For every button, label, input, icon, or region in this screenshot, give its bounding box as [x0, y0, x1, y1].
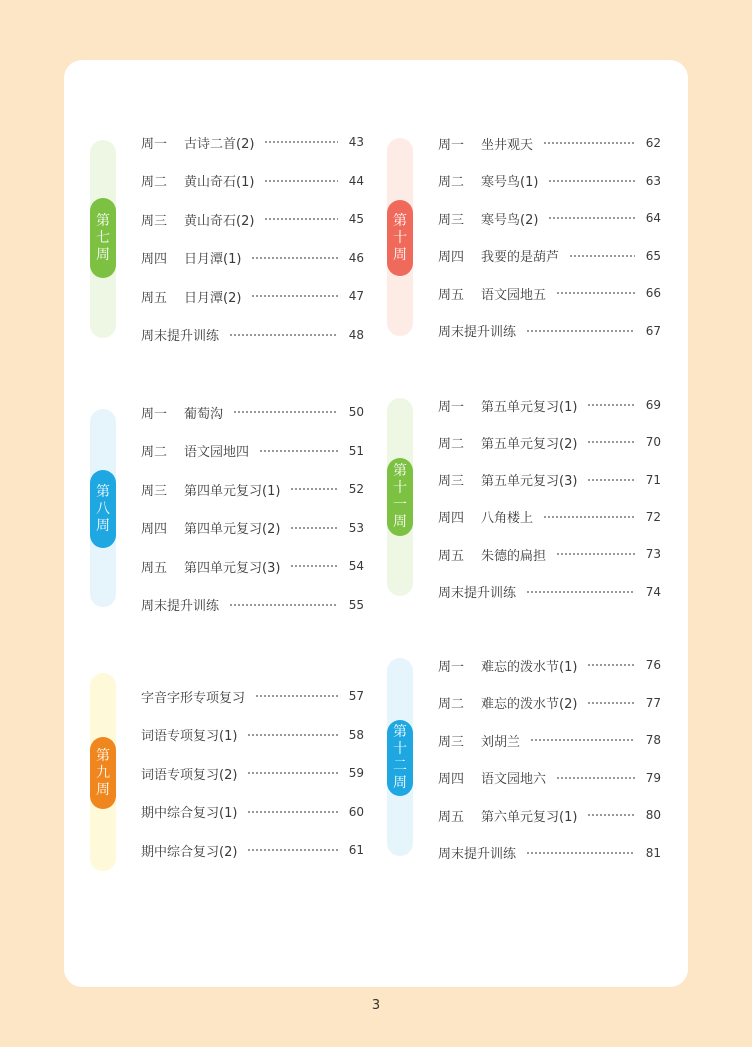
entry-title: 日月潭(1)	[184, 252, 242, 267]
week-label-char: 七	[96, 229, 110, 246]
dot-leader	[543, 516, 635, 518]
entry-title: 周末提升训练	[141, 599, 220, 614]
entry-title: 古诗二首(2)	[184, 136, 255, 152]
toc-entry[interactable]	[141, 518, 364, 538]
entry-page-number: 58	[348, 727, 364, 742]
toc-entry[interactable]	[438, 470, 661, 490]
entry-page-number: 51	[348, 443, 364, 458]
dot-leader	[264, 218, 338, 220]
toc-entry[interactable]	[141, 479, 364, 499]
week-label-char: 第	[393, 212, 407, 229]
dot-leader	[548, 180, 635, 182]
entry-title: 黄山奇石(2)	[184, 213, 255, 229]
dot-leader	[526, 591, 635, 593]
toc-entry[interactable]	[438, 208, 661, 228]
toc-entry[interactable]	[438, 805, 661, 825]
dot-leader	[255, 695, 338, 697]
entry-day: 周四	[141, 252, 168, 267]
dot-leader	[233, 411, 338, 413]
entry-title: 八角楼上	[481, 511, 534, 527]
entry-page-number: 48	[348, 327, 364, 342]
week-label-char: 第	[96, 747, 110, 764]
entry-title: 第六单元复习(1)	[481, 809, 578, 825]
dot-leader	[587, 664, 635, 666]
week-label-char: 第	[393, 463, 407, 479]
entry-day: 周五	[438, 548, 465, 564]
dot-leader	[526, 852, 635, 854]
entry-page-number: 77	[645, 695, 661, 710]
week-label-badge	[90, 470, 116, 548]
toc-entry[interactable]	[141, 132, 364, 152]
entry-page-number: 60	[348, 804, 364, 819]
dot-leader	[247, 811, 338, 813]
entry-day: 周二	[141, 445, 168, 460]
toc-entry[interactable]	[438, 730, 661, 750]
entry-day: 周三	[438, 734, 465, 750]
toc-entry[interactable]	[141, 686, 364, 706]
toc-entry[interactable]	[141, 402, 364, 422]
week-label-char: 十	[393, 480, 407, 496]
entry-page-number: 57	[348, 689, 364, 703]
entry-day: 周一	[438, 137, 465, 153]
entry-page-number: 69	[645, 398, 661, 412]
dot-leader	[569, 255, 635, 257]
dot-leader	[264, 141, 338, 143]
entry-day: 周二	[438, 697, 465, 712]
week-label-char: 周	[96, 517, 110, 534]
week-label-badge	[387, 200, 413, 276]
entry-title: 周末提升训练	[438, 586, 517, 601]
entry-title: 葡萄沟	[184, 406, 224, 422]
entry-title: 我要的是葫芦	[481, 250, 560, 265]
entry-day: 周五	[141, 560, 168, 576]
entry-title: 字音字形专项复习	[141, 690, 246, 706]
dot-leader	[587, 404, 635, 406]
dot-leader	[259, 450, 338, 452]
entry-title: 词语专项复习(2)	[141, 767, 238, 783]
entry-day: 周三	[438, 474, 465, 490]
week-label-char: 周	[393, 246, 407, 263]
entry-title: 周末提升训练	[438, 847, 517, 862]
entry-title: 语文园地四	[184, 445, 250, 460]
dot-leader	[247, 849, 338, 851]
entry-day: 周一	[438, 659, 465, 675]
dot-leader	[247, 734, 338, 736]
toc-entry[interactable]	[141, 248, 364, 268]
entry-day: 周二	[438, 436, 465, 452]
entry-title: 第五单元复习(1)	[481, 399, 578, 415]
week-label-char: 周	[96, 246, 110, 263]
entry-page-number: 61	[348, 843, 364, 857]
dot-leader	[247, 772, 338, 774]
entry-page-number: 50	[348, 405, 364, 419]
dot-leader	[290, 565, 338, 567]
toc-entry[interactable]	[438, 507, 661, 527]
entry-title: 寒号鸟(1)	[481, 175, 539, 190]
entry-day: 周二	[141, 175, 168, 190]
toc-entry[interactable]	[141, 595, 364, 615]
dot-leader	[290, 527, 338, 529]
entry-title: 黄山奇石(1)	[184, 175, 255, 190]
entry-day: 周五	[438, 809, 465, 825]
entry-page-number: 65	[645, 248, 661, 263]
entry-day: 周一	[141, 136, 168, 152]
entry-day: 周三	[141, 213, 168, 229]
toc-entry[interactable]	[438, 544, 661, 564]
entry-day: 周四	[438, 772, 465, 787]
week-label-badge	[90, 737, 116, 809]
entry-page-number: 53	[348, 520, 364, 535]
week-label-char: 十	[393, 741, 407, 757]
toc-entry[interactable]	[141, 286, 364, 306]
entry-title: 难忘的泼水节(1)	[481, 659, 578, 675]
dot-leader	[556, 292, 635, 294]
entry-title: 难忘的泼水节(2)	[481, 697, 578, 712]
dot-leader	[526, 330, 635, 332]
entry-title: 期中综合复习(1)	[141, 806, 238, 821]
entry-title: 第四单元复习(2)	[184, 522, 281, 537]
toc-entry[interactable]	[141, 209, 364, 229]
entry-page-number: 62	[645, 136, 661, 150]
entry-page-number: 80	[645, 808, 661, 822]
toc-entry[interactable]	[438, 133, 661, 153]
toc-entry[interactable]	[438, 395, 661, 415]
entry-page-number: 63	[645, 173, 661, 188]
entry-page-number: 79	[645, 770, 661, 785]
entry-page-number: 81	[645, 845, 661, 860]
entry-day: 周三	[438, 212, 465, 228]
entry-page-number: 70	[645, 435, 661, 450]
entry-day: 周一	[438, 399, 465, 415]
entry-page-number: 46	[348, 250, 364, 265]
entry-day: 周一	[141, 406, 168, 422]
entry-day: 周二	[438, 175, 465, 190]
entry-title: 词语专项复习(1)	[141, 729, 238, 744]
dot-leader	[587, 479, 635, 481]
toc-entry[interactable]	[141, 171, 364, 191]
week-label-char: 第	[393, 724, 407, 740]
toc-entry[interactable]	[438, 246, 661, 266]
entry-title: 日月潭(2)	[184, 290, 242, 306]
entry-page-number: 74	[645, 584, 661, 599]
dot-leader	[264, 180, 338, 182]
entry-title: 刘胡兰	[481, 734, 521, 750]
entry-day: 周五	[141, 290, 168, 306]
entry-title: 周末提升训练	[438, 325, 517, 340]
entry-page-number: 44	[348, 173, 364, 188]
entry-page-number: 73	[645, 547, 661, 562]
entry-title: 第四单元复习(3)	[184, 560, 281, 576]
entry-title: 周末提升训练	[141, 329, 220, 344]
dot-leader	[556, 553, 635, 555]
toc-entry[interactable]	[438, 693, 661, 713]
toc-entry[interactable]	[438, 283, 661, 303]
dot-leader	[548, 217, 635, 219]
toc-entry[interactable]	[141, 556, 364, 576]
entry-title: 坐井观天	[481, 137, 534, 153]
dot-leader	[587, 702, 635, 704]
entry-title: 寒号鸟(2)	[481, 212, 539, 228]
entry-day: 周五	[438, 287, 465, 303]
entry-title: 朱德的扁担	[481, 548, 547, 564]
week-label-char: 八	[96, 500, 110, 517]
dot-leader	[251, 295, 338, 297]
entry-title: 第五单元复习(2)	[481, 436, 578, 452]
week-label-char: 周	[96, 781, 110, 798]
entry-day: 周四	[438, 511, 465, 527]
toc-entry[interactable]	[438, 655, 661, 675]
page-number: 3	[371, 998, 381, 1013]
entry-day: 周四	[438, 250, 465, 265]
toc-entry[interactable]	[141, 325, 364, 345]
entry-page-number: 45	[348, 212, 364, 226]
dot-leader	[229, 604, 338, 606]
entry-title: 第四单元复习(1)	[184, 483, 281, 499]
entry-title: 语文园地五	[481, 287, 547, 303]
entry-page-number: 66	[645, 286, 661, 300]
week-label-badge	[387, 458, 413, 536]
dot-leader	[530, 739, 635, 741]
week-label-char: 九	[96, 764, 110, 781]
dot-leader	[556, 777, 635, 779]
toc-entry[interactable]	[141, 725, 364, 745]
dot-leader	[290, 488, 338, 490]
toc-entry[interactable]	[141, 802, 364, 822]
toc-entry[interactable]	[141, 840, 364, 860]
toc-entry[interactable]	[438, 321, 661, 341]
dot-leader	[587, 441, 635, 443]
week-label-char: 十	[393, 229, 407, 246]
entry-page-number: 64	[645, 211, 661, 225]
toc-entry[interactable]	[438, 171, 661, 191]
entry-day: 周三	[141, 483, 168, 499]
week-label-char: 周	[393, 514, 407, 530]
week-label-char: 第	[96, 212, 110, 229]
toc-entry[interactable]	[438, 843, 661, 863]
entry-page-number: 72	[645, 509, 661, 524]
toc-entry[interactable]	[438, 432, 661, 452]
toc-entry[interactable]	[141, 763, 364, 783]
entry-page-number: 76	[645, 658, 661, 672]
toc-entry[interactable]	[438, 582, 661, 602]
entry-page-number: 71	[645, 472, 661, 487]
entry-page-number: 78	[645, 733, 661, 747]
dot-leader	[587, 814, 635, 816]
week-label-char: 一	[393, 497, 407, 513]
dot-leader	[543, 142, 635, 144]
entry-day: 周四	[141, 522, 168, 537]
entry-title: 语文园地六	[481, 772, 547, 787]
dot-leader	[251, 257, 338, 259]
toc-card	[64, 60, 688, 987]
week-label-char: 周	[393, 775, 407, 791]
week-label-char: 第	[96, 483, 110, 500]
entry-page-number: 52	[348, 482, 364, 496]
week-label-badge	[387, 720, 413, 796]
entry-page-number: 43	[348, 135, 364, 149]
entry-title: 期中综合复习(2)	[141, 844, 238, 860]
entry-page-number: 54	[348, 559, 364, 573]
entry-page-number: 47	[348, 289, 364, 303]
entry-page-number: 67	[645, 323, 661, 338]
week-label-badge	[90, 198, 116, 278]
toc-entry[interactable]	[438, 768, 661, 788]
week-label-char: 二	[393, 758, 407, 774]
entry-title: 第五单元复习(3)	[481, 474, 578, 490]
toc-entry[interactable]	[141, 441, 364, 461]
entry-page-number: 59	[348, 766, 364, 780]
dot-leader	[229, 334, 338, 336]
entry-page-number: 55	[348, 597, 364, 612]
